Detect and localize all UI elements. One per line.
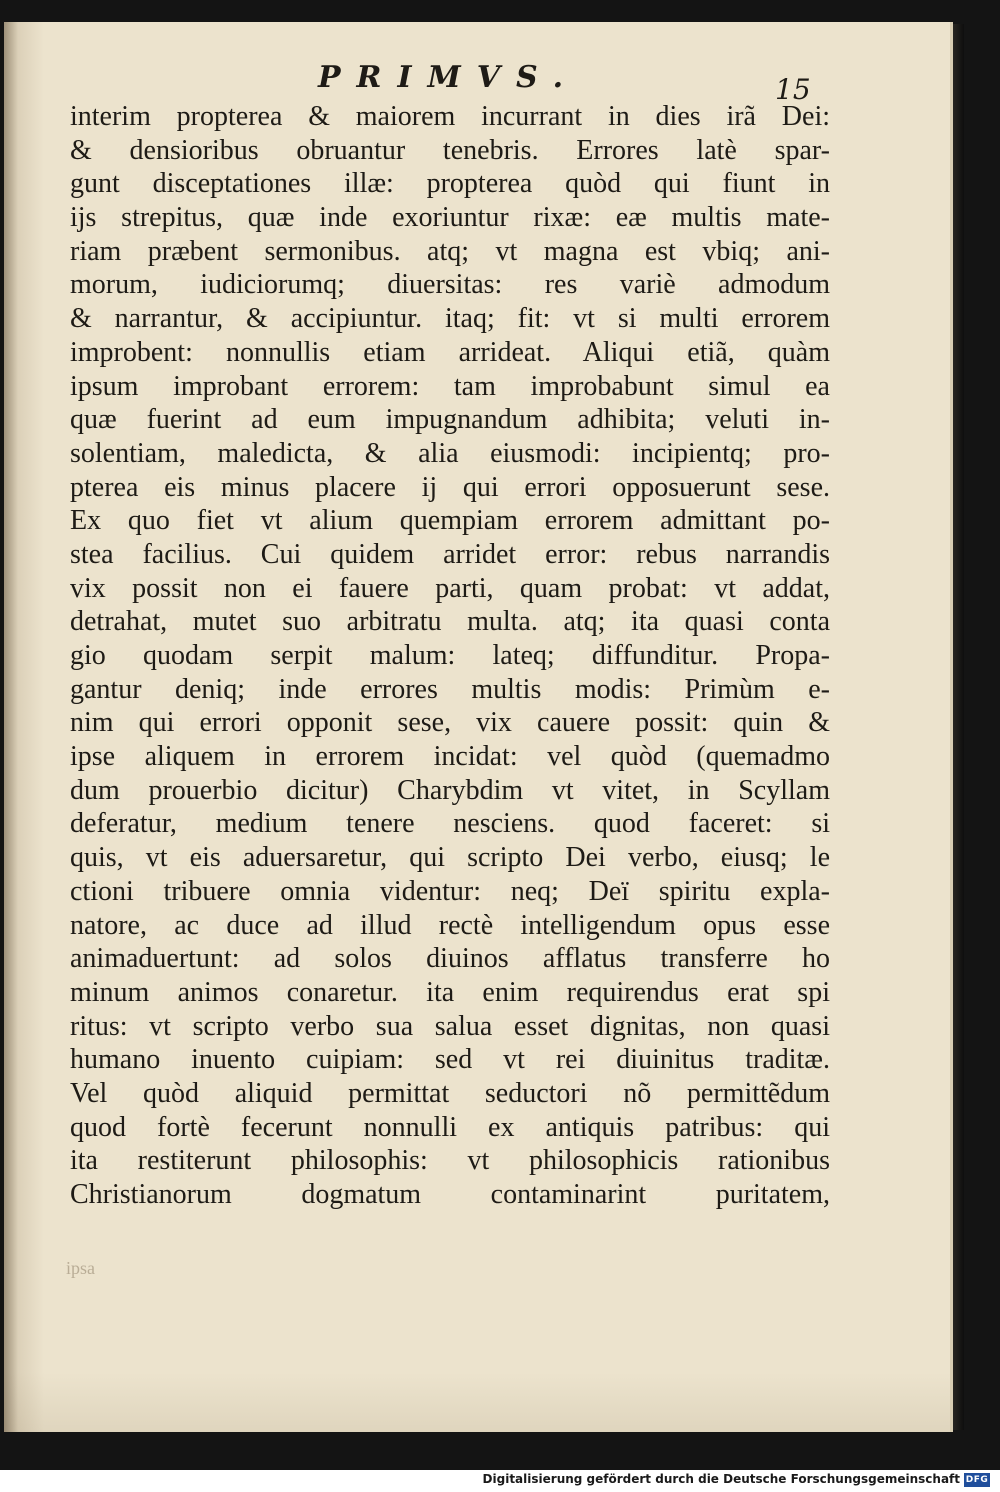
text-line: vix possit non ei fauere parti, quam probat: vt addat, [70,572,830,604]
text-line: Ex quo fiet vt alium quempiam errorem admittant po- [70,505,830,537]
dfg-logo-icon: DFG [965,1475,989,1485]
body-text [70,100,830,1212]
text-line: gio quodam serpit malum: lateq; diffunditur. Propa- [70,640,830,671]
text-line: stea facilius. Cui quidem arridet error: rebus narrandis [70,538,830,570]
page-edge [952,24,964,1430]
text-line: pterea eis minus placere ij qui errori opposuerunt sese. [70,471,830,503]
text-line: gunt disceptationes illæ: propterea quòd qui fiunt in [70,168,830,200]
running-head: PRIMVS. [318,60,580,95]
text-line: minum animos conaretur. ita enim requirendus erat spi [70,976,830,1008]
text-line: improbent: nonnullis etiam arrideat. Aliqui etiã, quàm [70,336,830,368]
footer-bar [0,1470,1000,1492]
text-line: deferatur, medium tenere nesciens. quod faceret: si [70,808,830,840]
text-line: detrahat, mutet suo arbitratu multa. atq; ita quasi conta [70,606,830,638]
funding-credit: Digitalisierung gefördert durch die Deutsche Forschungsgemeinschaft [482,1472,960,1486]
page-number: 15 [775,73,811,106]
text-line: ipsum improbant errorem: tam improbabunt simul ea [70,370,830,402]
text-line: & narrantur, & accipiuntur. itaq; fit: vt si multi errorem [70,303,830,335]
text-line: interim propterea & maiorem incurrant in dies irã Dei: [70,101,830,132]
text-line: humano inuento cuipiam: sed vt rei diuinitus traditæ. [70,1044,830,1076]
text-line: ritus: vt scripto verbo sua salua esset dignitas, non quasi [70,1010,830,1042]
text-line: nim qui errori opponit sese, vix cauere possit: quin & [70,707,830,739]
text-line: dum prouerbio dicitur) Charybdim vt vitet, in Scyllam [70,774,830,806]
text-line: quæ fuerint ad eum impugnandum adhibita; veluti in- [70,404,830,436]
text-line: animaduertunt: ad solos diuinos afflatus transferre ho [70,943,830,975]
text-line: & densioribus obruantur tenebris. Errores latè spar- [70,134,830,166]
text-line: ijs strepitus, quæ inde exoriuntur rixæ: eæ multis mate- [70,202,830,234]
text-line: Christianorum dogmatum contaminarint puritatem, [70,1179,830,1210]
text-line: riam præbent sermonibus. atq; vt magna est vbiq; ani- [70,235,830,267]
text-line: natore, ac duce ad illud rectè intelligendum opus esse [70,909,830,941]
text-line: morum, iudiciorumq; diuersitas: res variè admodum [70,269,830,301]
faded-catchword: ipsa [66,1258,95,1278]
text-line: quis, vt eis aduersaretur, qui scripto Dei verbo, eiusq; le [70,842,830,874]
text-line: Vel quòd aliquid permittat seductori nõ permittẽdum [70,1077,830,1109]
gutter-shadow [4,22,18,1432]
text-line: solentiam, maledicta, & alia eiusmodi: incipientq; pro- [70,437,830,469]
text-line: gantur deniq; inde errores multis modis: Primùm e- [70,673,830,705]
text-line: ipse aliquem in errorem incidat: vel quòd (quemadmo [70,741,830,773]
text-line: ctioni tribuere omnia videntur: neq; Deï spiritu expla- [70,875,830,907]
text-line: quod fortè fecerunt nonnulli ex antiquis patribus: qui [70,1111,830,1143]
text-line: ita restiterunt philosophis: vt philosophicis rationibus [70,1145,830,1177]
